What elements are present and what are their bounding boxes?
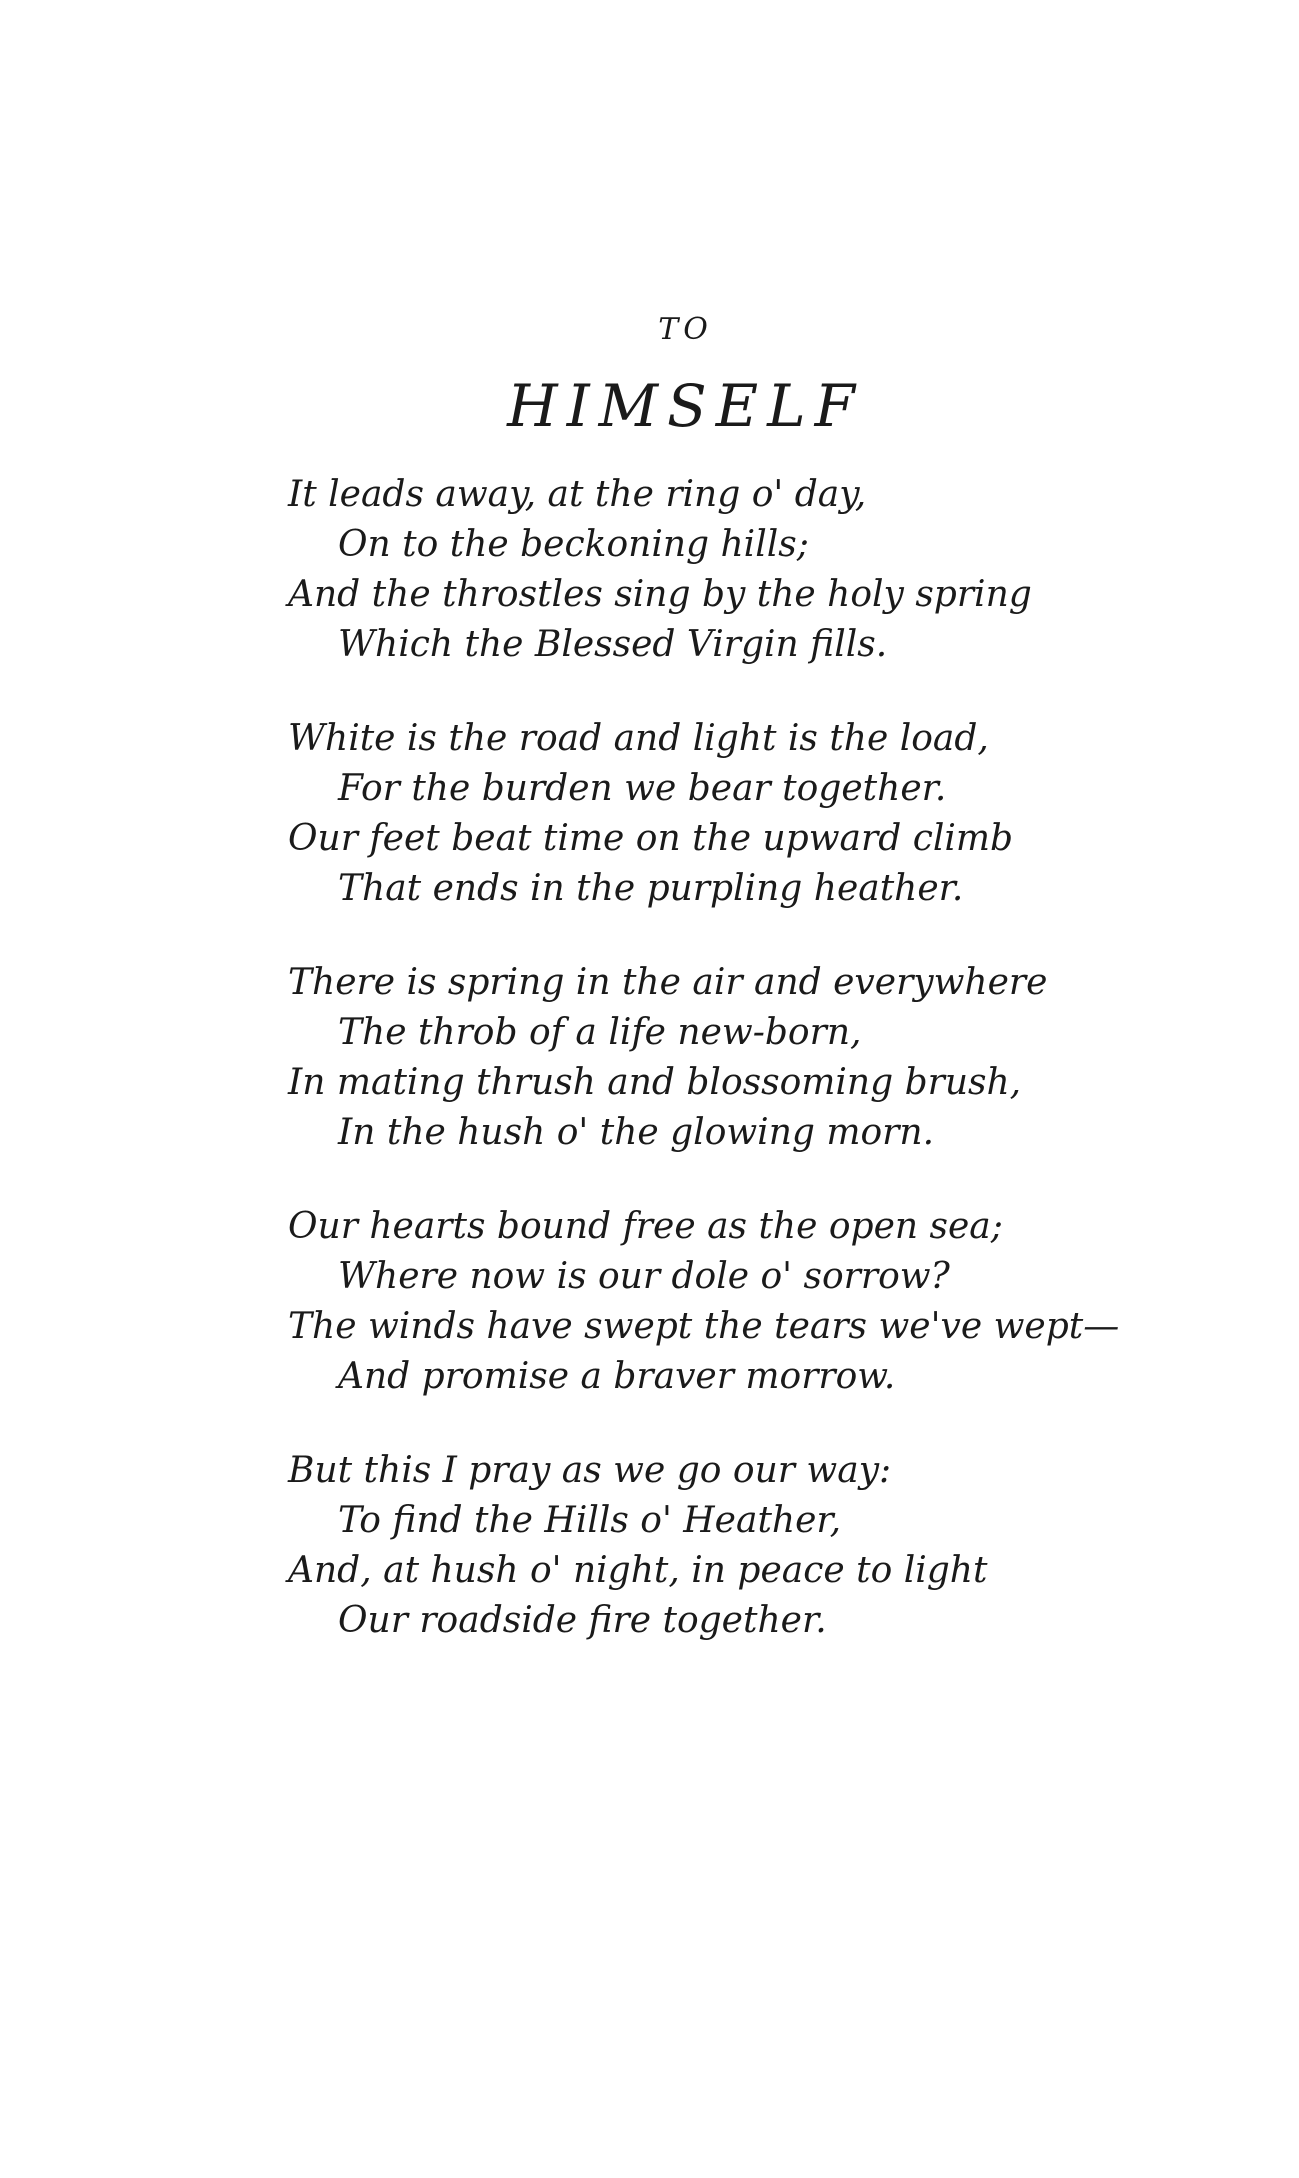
poem-line: It leads away, at the ring o' day, (288, 474, 867, 515)
poem-line: And promise a braver morrow. (338, 1356, 896, 1397)
poem-title: HIMSELF (507, 372, 864, 440)
stanza-1 (288, 470, 1188, 670)
stanza-5 (288, 1446, 1188, 1646)
poem-line: Our feet beat time on the upward climb (288, 818, 1014, 859)
poem-line: There is spring in the air and everywhere (288, 962, 1048, 1003)
poem-line: The winds have swept the tears we've wept— (288, 1306, 1120, 1347)
poem-line: But this I pray as we go our way: (288, 1450, 892, 1491)
poem-line: In the hush o' the glowing morn. (338, 1112, 935, 1153)
poem-line: Our roadside fire together. (338, 1600, 827, 1641)
poem-line: And, at hush o' night, in peace to light (288, 1550, 988, 1591)
poem-line: Where now is our dole o' sorrow? (338, 1256, 950, 1297)
poem-body (288, 470, 1188, 1690)
poem-line: On to the beckoning hills; (338, 524, 809, 565)
stanza-2 (288, 714, 1188, 914)
poem-line: Our hearts bound free as the open sea; (288, 1206, 1003, 1247)
poem-line: Which the Blessed Virgin fills. (338, 624, 888, 665)
stanza-3 (288, 958, 1188, 1158)
poem-line: The throb of a life new-born, (338, 1012, 862, 1053)
poem-line: And the throstles sing by the holy spring (288, 574, 1032, 615)
poem-line: In mating thrush and blossoming brush, (288, 1062, 1022, 1103)
poem-line: White is the road and light is the load, (288, 718, 989, 759)
poem-line: That ends in the purpling heather. (338, 868, 964, 909)
poem-line: For the burden we bear together. (338, 768, 947, 809)
poem-line: To find the Hills o' Heather, (338, 1500, 842, 1541)
title-prefix: TO (658, 312, 713, 347)
stanza-4 (288, 1202, 1188, 1402)
